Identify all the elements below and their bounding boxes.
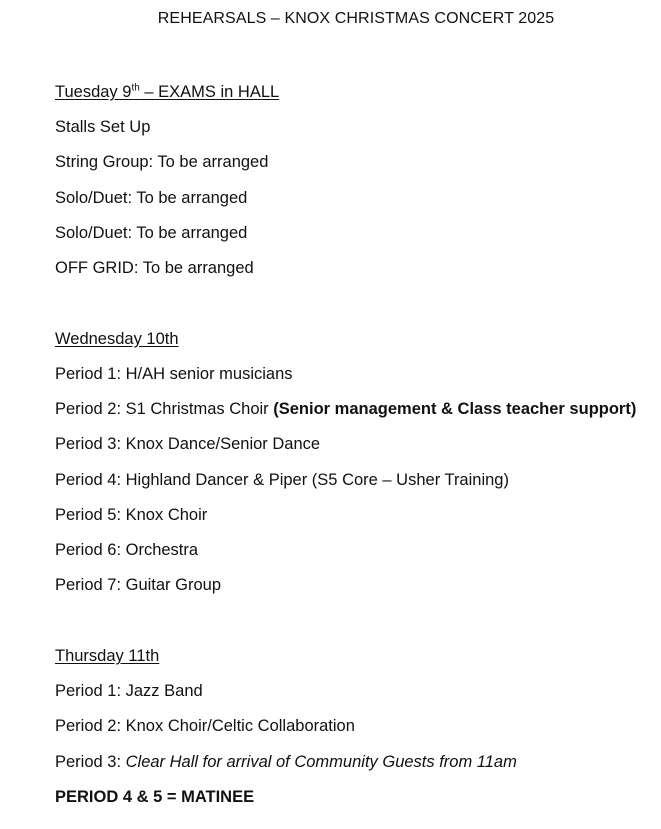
- wednesday-item-bold-note: (Senior management & Class teacher support): [273, 400, 637, 418]
- thursday-item: [55, 716, 355, 736]
- wednesday-item: [55, 434, 320, 454]
- tuesday-heading-suffix: th: [131, 82, 140, 94]
- tuesday-item: Solo/Duet: To be arranged: [55, 224, 248, 242]
- wednesday-item-text: Period 5: Knox Choir: [55, 506, 208, 524]
- thursday-item-italic-note: Clear Hall for arrival of Community Guests from 11am: [125, 753, 517, 771]
- wednesday-item-text: Period 2: S1 Christmas Choir: [55, 400, 274, 418]
- tuesday-heading-day: Tuesday 9: [55, 83, 132, 101]
- wednesday-item-text: Period 1: H/AH senior musicians: [55, 365, 293, 383]
- tuesday-item: OFF GRID: To be arranged: [55, 259, 254, 277]
- wednesday-item: [55, 505, 207, 525]
- tuesday-heading-rest: – EXAMS in HALL: [139, 83, 280, 101]
- page-title: REHEARSALS – KNOX CHRISTMAS CONCERT 2025: [157, 10, 555, 27]
- thursday-item-text: Period 2: Knox Choir/Celtic Collaboration: [55, 717, 355, 735]
- wednesday-item-text: Period 6: Orchestra: [55, 541, 199, 559]
- wednesday-item: [55, 364, 293, 384]
- wednesday-item: [55, 399, 636, 419]
- thursday-heading: Thursday 11th: [55, 647, 160, 665]
- wednesday-item-text: Period 4: Highland Dancer & Piper (S5 Core – Usher Training): [55, 471, 509, 489]
- wednesday-item: [55, 470, 509, 490]
- thursday-item-text: Period 3:: [55, 753, 126, 771]
- tuesday-item: String Group: To be arranged: [55, 153, 269, 171]
- wednesday-item: [55, 540, 198, 560]
- tuesday-heading: [55, 82, 279, 102]
- tuesday-item: Solo/Duet: To be arranged: [55, 189, 248, 207]
- thursday-item: [55, 681, 203, 701]
- tuesday-item: Stalls Set Up: [55, 118, 151, 136]
- matinee-line: PERIOD 4 & 5 = MATINEE: [55, 788, 255, 806]
- wednesday-item: [55, 575, 221, 595]
- wednesday-item-text: Period 7: Guitar Group: [55, 576, 221, 594]
- thursday-item: [55, 752, 517, 772]
- wednesday-heading: Wednesday 10th: [55, 330, 179, 348]
- wednesday-item-text: Period 3: Knox Dance/Senior Dance: [55, 435, 321, 453]
- thursday-item-text: Period 1: Jazz Band: [55, 682, 203, 700]
